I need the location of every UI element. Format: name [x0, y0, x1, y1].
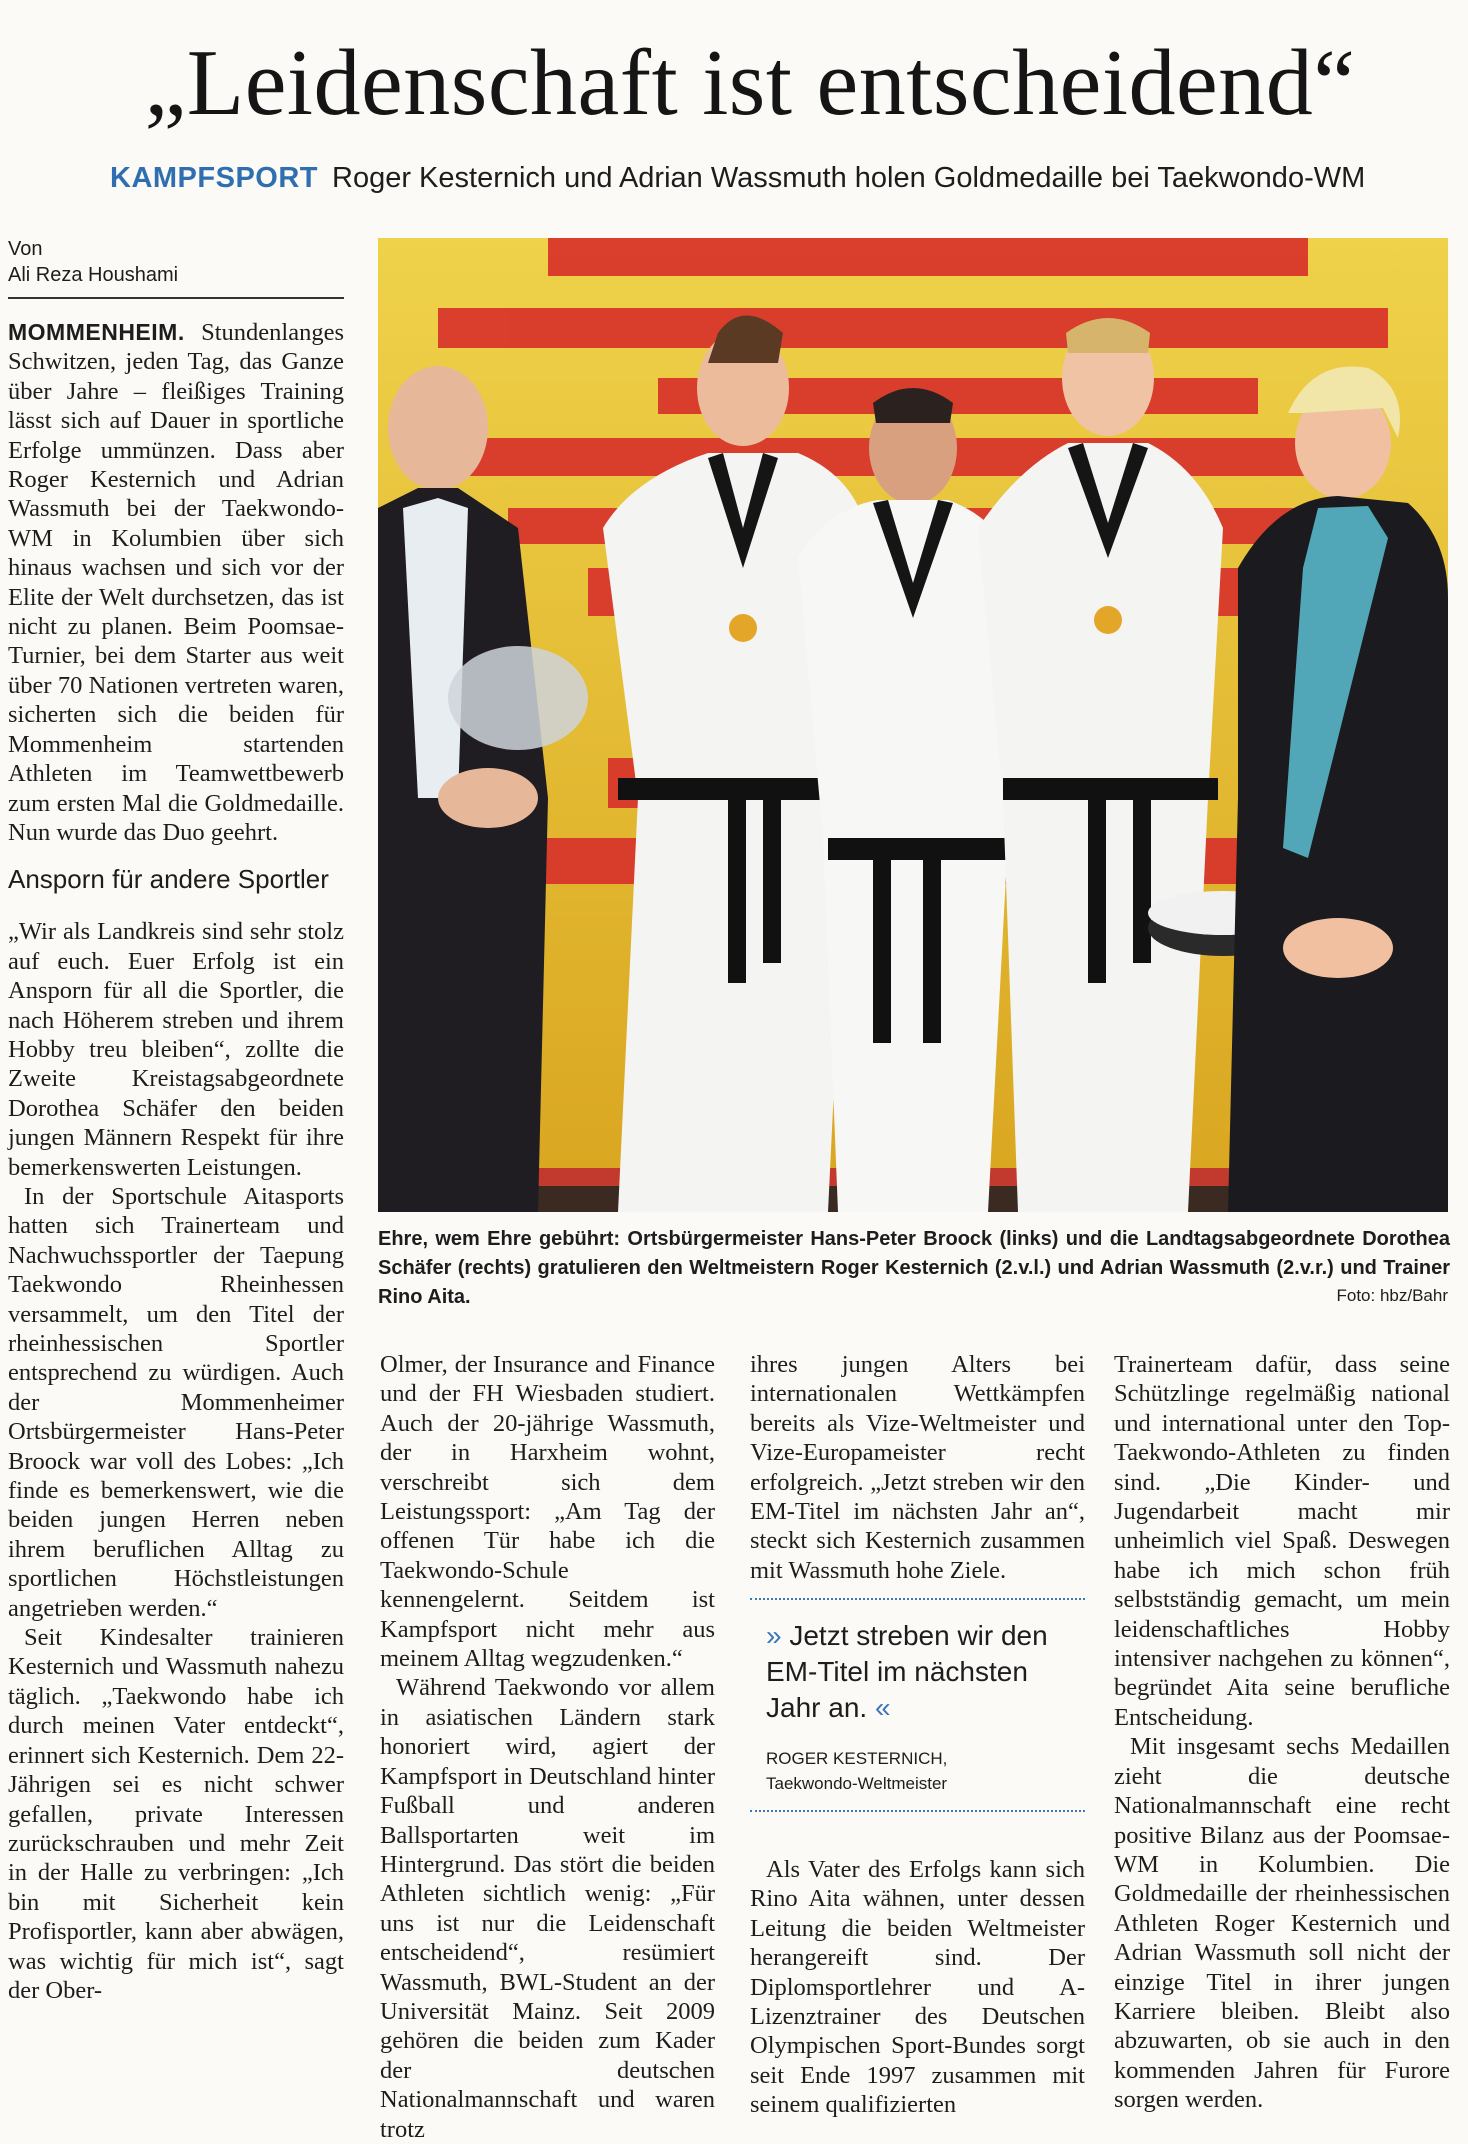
paragraph: ihres jungen Alters bei internationalen Wettkämpfen bereits als Vize-Weltmeister und Vize-Europameister recht erfolgreich. „Jetzt streben wir den EM-Titel im nächsten Jahr an“, steckt sich Kesternich zusammen mit Wassmuth hohe Ziele. — [750, 1351, 1085, 1584]
paragraph: Olmer, der Insurance and Finance und der FH Wiesbaden studiert. Auch der 20-jährige Wassmuth, der in Harxheim wohnt, verschreibt sich dem Leistungssport: „Am Tag der offenen Tür habe ich die Taekwondo-Schule kennengelernt. Seitdem ist Kampfsport nicht mehr aus meinem Alltag wegzudenken.“ — [380, 1351, 715, 1673]
headline: „Leidenschaft ist entscheidend“ — [144, 31, 1356, 135]
lead-text: Stundenlanges Schwitzen, jeden Tag, das Ganze über Jahre – fleißiges Training lässt sich auf Dauer in sportliche Erfolge ummünzen. Dass aber Roger Kesternich und Adrian Wassmuth bei der Taekwondo-WM in Kolumbien über sich hinaus wachsen und sich vor der Elite der Welt durchsetzen, das ist nicht zu planen. Beim Poomsae-Turnier, bei dem Starter aus weit über 70 Nationen vertreten waren, sicherten sich die beiden für Mommenheim startenden Athleten im Teamwettbewerb zum ersten Mal die Goldmedaille. Nun wurde das Duo geehrt. — [8, 319, 344, 846]
subheading: Ansporn für andere Sportler — [8, 864, 329, 895]
pull-quote — [750, 1598, 1085, 1812]
paragraph: Seit Kindesalter trainieren Kesternich und Wassmuth nahezu täglich. „Taekwondo habe ich durch meinen Vater entdeckt“, erinnert sich Kesternich. Dem 22-Jährigen sei es nicht schwer gefallen, private Interessen zurückschrauben und mehr Zeit in der Halle zu verbringen: „Ich bin mit Sicherheit kein Profisportler, kann aber abwägen, was wichtig für mich ist“, sagt der Ober- — [8, 1624, 344, 2004]
article-column-1 — [8, 318, 344, 2005]
paragraph: Während Taekwondo vor allem in asiatischen Ländern stark honoriert wird, agiert der Kampfsport in Deutschland hinter Fußball und anderen Ballsportarten weit im Hintergrund. Das stört die beiden Athleten sichtlich wenig: „Für uns ist nur die Leidenschaft entscheidend“, resümiert Wassmuth, BWL-Student an der Universität Mainz. Seit 2009 gehören die beiden zum Kader der deutschen Nationalmannschaft und waren trotz — [380, 1674, 715, 2143]
byline-label: Von — [8, 238, 43, 260]
paragraph: Mit insgesamt sechs Medaillen zieht die deutsche Nationalmannschaft eine recht positive Bilanz aus der Poomsae-WM in Kolumbien. Die Goldmedaille der rheinhessischen Athleten Roger Kesternich und Adrian Wassmuth soll nicht der einzige Titel in ihrer jungen Karriere bleiben. Bleibt also abzuwarten, ob sie auch in den kommenden Jahren für Furore sorgen werden. — [1114, 1733, 1450, 2114]
subheadline — [110, 160, 1430, 196]
article-column-3 — [750, 1350, 1085, 1585]
quote-body: Jetzt streben wir den EM-Titel im nächsten Jahr an. — [766, 1620, 1048, 1723]
paragraph: „Wir als Landkreis sind sehr stolz auf euch. Euer Erfolg ist ein Ansporn für all die Sportler, die nach Höherem streben und ihrem Hobby treu bleiben“, zollte die Zweite Kreistagsabgeordnete Dorothea Schäfer den beiden jungen Männern Respekt für ihre bemerkenswerten Leistungen. — [8, 918, 344, 1181]
paragraph: In der Sportschule Aitasports hatten sich Trainerteam und Nachwuchssportler der Taepung Taekwondo Rheinhessen versammelt, um den Titel der rheinhessischen Sportler entsprechend zu würdigen. Auch der Mommenheimer Ortsbürgermeister Hans-Peter Broock war voll des Lobes: „Ich finde es bemerkenswert, wie die beiden jungen Herren neben ihrem beruflichen Alltag zu sportlichen Höchstleistungen angetrieben werden.“ — [8, 1182, 344, 1622]
byline — [8, 236, 344, 288]
quote-close-mark: « — [874, 1692, 891, 1723]
quote-open-mark: » — [766, 1620, 782, 1651]
article-column-2 — [380, 1350, 715, 2144]
quote-attribution — [766, 1746, 1085, 1796]
quote-author-role: Taekwondo-Weltmeister — [766, 1774, 948, 1793]
paragraph: Trainerteam dafür, dass seine Schützlinge regelmäßig national und international unter den Top-Taekwondo-Athleten zu finden sind. „Die Kinder- und Jugendarbeit macht mir unheimlich viel Spaß. Deswegen habe ich mich schon früh selbstständig gemacht, um mein leidenschaftliches Hobby intensiver nachgehen zu können“, begründet Aita seine berufliche Entscheidung. — [1114, 1351, 1450, 1731]
quote-divider-bottom — [750, 1810, 1085, 1812]
quote-divider-top — [750, 1598, 1085, 1600]
byline-divider — [8, 297, 344, 299]
lead-paragraph — [8, 318, 344, 847]
article-column-3-continued — [750, 1855, 1085, 2120]
photo-credit: Foto: hbz/Bahr — [1336, 1286, 1448, 1305]
subhead-text: Roger Kesternich und Adrian Wassmuth holen Goldmedaille bei Taekwondo-WM — [332, 162, 1366, 194]
paragraph: Als Vater des Erfolgs kann sich Rino Aita wähnen, unter dessen Leitung die beiden Weltmeister herangereift sind. Der Diplomsportlehrer und A-Lizenztrainer des Deutschen Olympischen Sport-Bundes sorgt seit Ende 1997 zusammen mit seinem qualifizierten — [750, 1856, 1085, 2119]
article-photo — [378, 238, 1448, 1212]
byline-author: Ali Reza Houshami — [8, 264, 179, 286]
photo-caption: Ehre, wem Ehre gebührt: Ortsbürgermeister Hans-Peter Broock (links) und die Landtagsabgeordnete Dorothea Schäfer (rechts) gratulieren den Weltmeistern Roger Kesternich (2.v.l.) und Adrian Wassmuth (2.v.r.) und Trainer Rino Aita. — [378, 1228, 1450, 1308]
quote-author: ROGER KESTERNICH, — [766, 1749, 948, 1768]
dateline: MOMMENHEIM. — [8, 319, 185, 345]
article-column-4 — [1114, 1350, 1450, 2115]
section-kicker: KAMPFSPORT — [110, 162, 318, 194]
team-photo-image — [378, 238, 1448, 1212]
quote-text — [766, 1618, 1085, 1726]
